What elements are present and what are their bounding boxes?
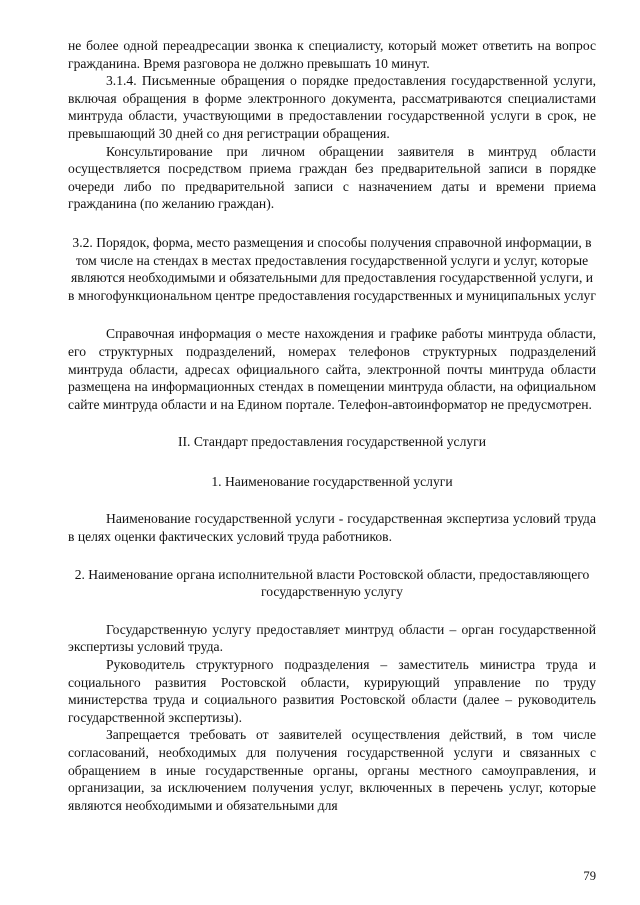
paragraph-3-1-4: 3.1.4. Письменные обращения о порядке предоставления государственной услуги, включая обращения в форме электронного документа, рассматриваются специалистами минтруда области, участвующими в предоставлении государственной услуги в срок, не превышающий 30 дней со дня регистрации обращения.: [68, 73, 596, 141]
section-3-2-heading: 3.2. Порядок, форма, место размещения и способы получения справочной информации, в том числе на стендах в местах предоставления государственной услуги и услуг, которые являются необходимыми и обязательными для предоставления государственной услуги, и в многофункциональном центре предоставления государственных и муниципальных услуг: [68, 234, 596, 303]
subsection-2-paragraph-3: Запрещается требовать от заявителей осуществления действий, в том числе согласований, необходимых для получения государственной услуги и связанных с обращением в иные государственные органы, органы местного самоуправления, и организации, за исключением получения услуг, включенных в перечень услуг, которые являются необходимыми и обязательными для: [68, 727, 596, 813]
paragraph-continuation: не более одной переадресации звонка к специалисту, который может ответить на вопрос гражданина. Время разговора не должно превышать 10 минут.: [68, 38, 596, 71]
paragraph-consultation: Консультирование при личном обращении заявителя в минтруд области осуществляется посредством приема граждан без предварительной записи в порядке очереди либо по предварительной записи с назначением даты и времени приема гражданина (по желанию граждан).: [68, 143, 596, 212]
subsection-2-paragraph-1: Государственную услугу предоставляет минтруд области – орган государственной экспертизы условий труда.: [68, 621, 596, 655]
subsection-2-paragraph-2: Руководитель структурного подразделения – заместитель министра труда и социального развития Ростовской области, курирующий управление по труду министерства труда и социального развития Ростовской области (далее – руководитель государственной экспертизы).: [68, 657, 596, 725]
page-number: 79: [583, 869, 596, 883]
page-body: [68, 37, 596, 814]
part-2-heading: II. Стандарт предоставления государственной услуги: [177, 434, 486, 450]
subsection-1-text: Наименование государственной услуги - государственная экспертиза условий труда в целях оценки фактических условий труда работников.: [68, 511, 596, 545]
section-3-2-text: Справочная информация о месте нахождения и графике работы минтруда области, его структурных подразделений, номерах телефонов структурных подразделений минтруда области, адресах официального сайта, электронной почты минтруда области размещена на информационных стендах в помещении минтруда области, на официальном сайте минтруда области и на Едином портале. Телефон-автоинформатор не предусмотрен.: [68, 326, 596, 412]
subsection-2-heading: 2. Наименование органа исполнительной власти Ростовской области, предоставляющего государственную услугу: [74, 566, 590, 600]
subsection-1-heading: 1. Наименование государственной услуги: [211, 473, 453, 489]
